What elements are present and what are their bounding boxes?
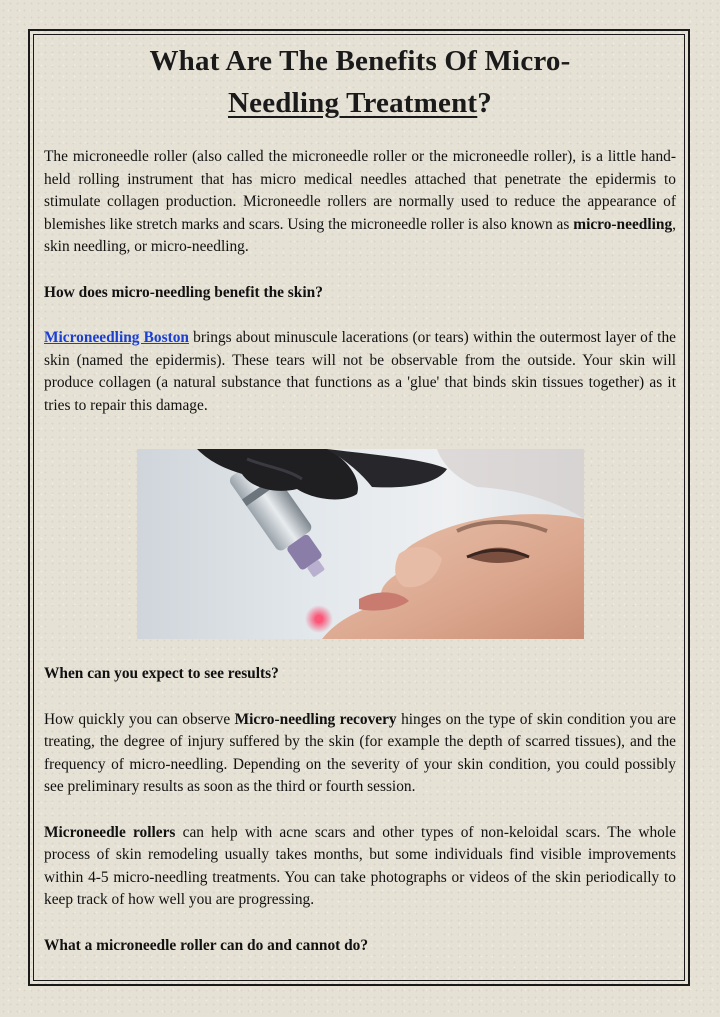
title-line-1: What Are The Benefits Of Micro- (149, 45, 571, 77)
intro-paragraph (44, 146, 676, 259)
benefit-text: brings about minuscule lacerations (or tears) within the outermost layer of the skin (named the epidermis). These tears will not be observable from the outside. Your skin will produce collagen (a natural substance that functions as a 'glue' that binds skin tissues together) as it tries to repair this damage. (44, 329, 676, 414)
heading-results (44, 663, 676, 686)
benefit-paragraph (44, 327, 676, 417)
page-title (44, 40, 676, 124)
heading-results-text: When can you expect to see results? (44, 665, 279, 682)
results-text-b: hinges on the type of skin condition you are treating, the degree of injury suffered by the skin (for example the depth of scarred tissues), and the frequency of micro-needling. Depending on the severity of your skin condition, you could possibly see preliminary results as soon as the third or fourth session. (44, 710, 677, 795)
heading-benefit-text: How does micro-needling benefit the skin? (44, 283, 323, 301)
heading-cando (44, 935, 676, 958)
results-paragraph (44, 709, 676, 799)
results-text-a: How quickly you can observe (44, 710, 235, 728)
intro-text-b: , skin needling, or micro-needling. (44, 215, 676, 255)
heading-cando-text: What a microneedle roller can do and cannot do? (44, 936, 369, 954)
microneedling-treatment-photo (137, 449, 584, 639)
title-question-mark: ? (477, 87, 492, 119)
title-line-2: Needling Treatment (228, 87, 478, 119)
rollers-paragraph (44, 822, 676, 912)
rollers-text: can help with acne scars and other types of non-keloidal scars. The whole process of skin remodeling usually takes months, but some individuals find visible improvements within 4-5 micro-needling treatments. You can take photographs or videos of the skin periodically to keep track of how well you are progressing. (44, 823, 676, 908)
intro-text-a: The microneedle roller (also called the microneedle roller or the microneedle roller), is a little hand-held rolling instrument that has micro medical needles attached that penetrate the epidermis to stimulate collagen production. Microneedle rollers are normally used to reduce the appearance of blemishes like stretch marks and scars. Using the microneedle roller is also known as (44, 148, 676, 233)
heading-benefit (44, 282, 676, 305)
article (44, 40, 676, 957)
rollers-bold: Microneedle rollers (44, 823, 176, 841)
intro-bold: micro-needling (573, 215, 673, 233)
microneedling-boston-link[interactable]: Microneedling Boston (44, 329, 189, 346)
results-bold: Micro-needling recovery (234, 710, 397, 728)
treatment-illustration (137, 449, 584, 639)
